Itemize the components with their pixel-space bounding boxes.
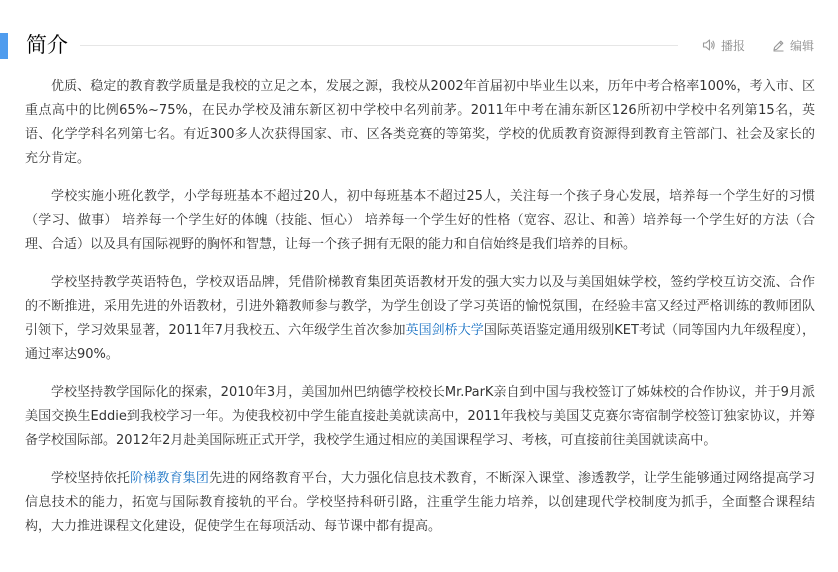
paragraph-english <box>25 271 815 367</box>
paragraph-english-text-after: 国际英语鉴定通用级别KET考试（同等国内九年级程度），通过率达90%。 <box>25 323 816 362</box>
play-label: 播报 <box>721 38 746 53</box>
section-title: 简介 <box>26 33 68 57</box>
paragraph-english-text-before: 学校坚持教学英语特色，学校双语品牌，凭借阶梯教育集团英语教材开发的强大实力以及与美国姐妹学校，签约学校互访交流、合作的不断推进，采用先进的外语教材，引进外籍教师参与教学，为学生创设了学习英语的愉悦氛围，在经验丰富又经过严格训练的教师团队引领下，学习效果显著，2011年7月我校五、六年级学生首次参加 <box>25 275 815 338</box>
cambridge-university-link[interactable]: 英国剑桥大学 <box>405 323 484 338</box>
pencil-icon <box>772 39 785 52</box>
paragraph-small-class: 学校实施小班化教学，小学每班基本不超过20人，初中每班基本不超过25人，关注每一个孩子身心发展，培养每一个学生好的习惯（学习、做事） 培养每一个学生好的体魄（技能、恒心） 培养每一个学生好的性格（宽容、忍让、和善）培养每一个学生好的方法（合理、合适）以及具有国际视野的胸怀和智慧，让每一个孩子拥有无限的能力和自信始终是我们培养的目标。 <box>25 189 815 252</box>
ladder-education-group-link[interactable]: 阶梯教育集团 <box>130 471 210 486</box>
paragraph-quality: 优质、稳定的教育教学质量是我校的立足之本，发展之源，我校从2002年首届初中毕业生以来，历年中考合格率100%，考入市、区重点高中的比例65%~75%，在民办学校及浦东新区初中学校中名列前茅。2011年中考在浦东新区126所初中学校中名列第15名，英语、化学学科名列第七名。有近300多人次获得国家、市、区各类竞赛的等第奖，学校的优质教育资源得到教育主管部门、社会及家长的充分肯定。 <box>25 79 815 166</box>
title-accent-bar <box>0 33 8 59</box>
paragraph-it-education <box>25 467 815 539</box>
paragraph-it-text-after: 先进的网络教育平台，大力强化信息技术教育，不断深入课堂、渗透教学，让学生能够通过网络提高学习信息技术的能力，拓宽与国际教育接轨的平台。学校坚持科研引路，注重学生能力培养，以创建现代学校制度为抓手，全面整合课程结构，大力推进课程文化建设，促使学生在每项活动、每节课中都有提高。 <box>25 471 815 534</box>
paragraph-it-text-before: 学校坚持依托 <box>51 471 131 486</box>
play-button[interactable] <box>702 37 745 53</box>
section-header <box>0 30 838 60</box>
edit-label: 编辑 <box>790 38 815 53</box>
edit-button[interactable] <box>772 37 814 53</box>
speaker-icon <box>702 38 716 52</box>
paragraph-international: 学校坚持教学国际化的探索，2010年3月，美国加州巴纳德学校校长Mr.ParK亲自到中国与我校签订了姊妹校的合作协议，并于9月派美国交换生Eddie到我校学习一年。为使我校初中学生能直接赴美就读高中，2011年我校与美国艾克赛尔寄宿制学校签订独家协议，并筹备学校国际部。2012年2月赴美国际班正式开学，我校学生通过相应的美国课程学习、考核，可直接前往美国就读高中。 <box>25 385 815 448</box>
intro-content <box>25 75 815 553</box>
header-divider <box>80 45 678 46</box>
